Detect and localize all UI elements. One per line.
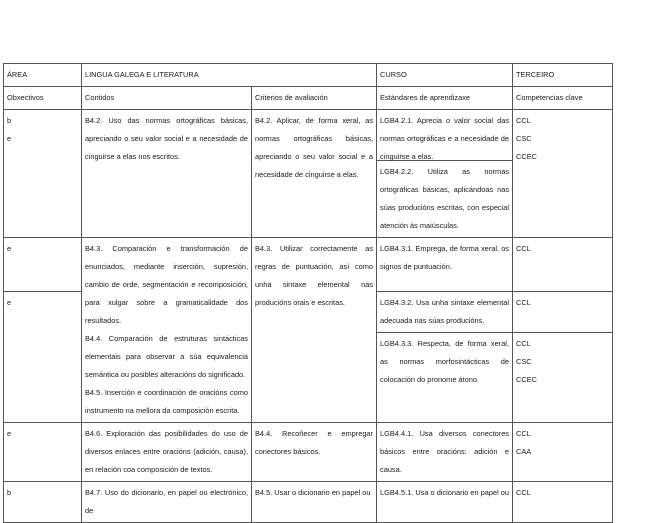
- table-row: [4, 238, 613, 292]
- obxectivo-item: e: [7, 134, 12, 143]
- competencia-item: CCL: [516, 429, 531, 438]
- estandares-cell: LGB4.5.1. Usa o dicionario en papel ou: [377, 482, 513, 523]
- area-value: LINGUA GALEGA E LITERATURA: [82, 64, 377, 87]
- competencia-item: CCL: [516, 338, 531, 348]
- table-row: [4, 110, 613, 238]
- table-row: [4, 482, 613, 523]
- estandar-item: LGB4.2.2. Utiliza as normas ortográficas básicas, aplicándoas nas súas producións escritas, con especial atención ás maiúsculas.: [377, 160, 512, 237]
- criterios-cell: B4.3. Utilizar correctamente as regras de puntuación, así como unha sintaxe elemental nas producións orais e escritas.: [252, 238, 377, 423]
- competencia-item: CCEC: [516, 374, 537, 384]
- criterios-cell: B4.4. Recoñecer e empregar conectores básicos.: [252, 423, 377, 482]
- competencia-item: CCL: [516, 297, 531, 307]
- obxectivos-cell: [4, 110, 82, 238]
- contido-item: B4.3. Comparación e transformación de enunciados, mediante inserción, supresión, cambio de orde, segmentación e recomposición, para xulgar sobre a gramaticalidade dos resultados.: [85, 244, 248, 325]
- competencias-cell: [513, 110, 613, 238]
- obxectivos-cell: e: [4, 291, 82, 422]
- obxectivos-cell: e: [4, 423, 82, 482]
- contidos-cell: B4.7. Uso do dicionario, en papel ou electrónico, de: [82, 482, 252, 523]
- criterios-cell: B4.2. Aplicar, de forma xeral, as normas ortográficas básicas, apreciando o seu valor social e a necesidade de cinguirse a elas.: [252, 110, 377, 238]
- competencias-cell: [513, 423, 613, 482]
- contidos-cell: B4.2. Uso das normas ortográficas básicas, apreciando o seu valor social e a necesidade de cinguirse a elas nos escritos.: [82, 110, 252, 238]
- estandares-cell: LGB4.3.1. Emprega, de forma xeral, os signos de puntuación.: [377, 238, 513, 292]
- obxectivo-item: b: [7, 116, 12, 125]
- competencias-cell: [513, 291, 613, 422]
- contidos-cell: B4.6. Exploración das posibilidades do uso de diversos enlaces entre oracións (adición, causa), en relación coa composición de textos.: [82, 423, 252, 482]
- area-label: ÁREA: [4, 64, 82, 87]
- criterios-cell: B4.5. Usar o dicionario en papel ou: [252, 482, 377, 523]
- curso-value: TERCEIRO: [513, 64, 613, 87]
- col-header-estandares: Estándares de aprendizaxe: [377, 87, 513, 110]
- competencias-group: [513, 332, 612, 391]
- obxectivos-cell: b: [4, 482, 82, 523]
- estandar-item: LGB4.3.3. Respecta, de forma xeral, as normas morfosintácticas de colocación do pronome átono.: [377, 332, 512, 391]
- contido-item: B4.5. Inserción e coordinación de oracións como instrumento na mellora da composición escrita.: [85, 388, 248, 415]
- contidos-cell: [82, 238, 252, 423]
- header-row-area: [4, 64, 613, 87]
- estandares-cell: [377, 291, 513, 422]
- competencia-item: CSC: [516, 134, 532, 143]
- col-header-competencias: Competencias clave: [513, 87, 613, 110]
- table-row: [4, 423, 613, 482]
- col-header-criterios: Criterios de avaliación: [252, 87, 377, 110]
- estandar-item: LGB4.3.2. Usa unha sintaxe elemental adecuada nas súas producións.: [380, 297, 510, 325]
- competencia-item: CSC: [516, 356, 532, 366]
- col-header-contidos: Contidos: [82, 87, 252, 110]
- competencias-cell: CCL: [513, 238, 613, 292]
- competencia-item: CCEC: [516, 152, 537, 161]
- curso-label: CURSO: [377, 64, 513, 87]
- estandar-item: LGB4.2.1. Aprecia o valor social das normas ortográficas e a necesidade de cinguirse a elas.: [380, 116, 510, 161]
- curriculum-table: [3, 63, 613, 523]
- header-row-columns: [4, 87, 613, 110]
- estandares-cell: [377, 110, 513, 238]
- competencias-cell: CCL: [513, 482, 613, 523]
- estandares-cell: LGB4.4.1. Usa diversos conectores básicos entre oracións: adición e causa.: [377, 423, 513, 482]
- obxectivos-cell: e: [4, 238, 82, 292]
- competencia-item: CAA: [516, 447, 532, 456]
- competencia-item: CCL: [516, 116, 531, 125]
- col-header-obxectivos: Obxectivos: [4, 87, 82, 110]
- contido-item: B4.4. Comparación de estruturas sintácticas elementais para observar a súa equivalencia semántica ou posibles alteracións do significado.: [85, 334, 248, 379]
